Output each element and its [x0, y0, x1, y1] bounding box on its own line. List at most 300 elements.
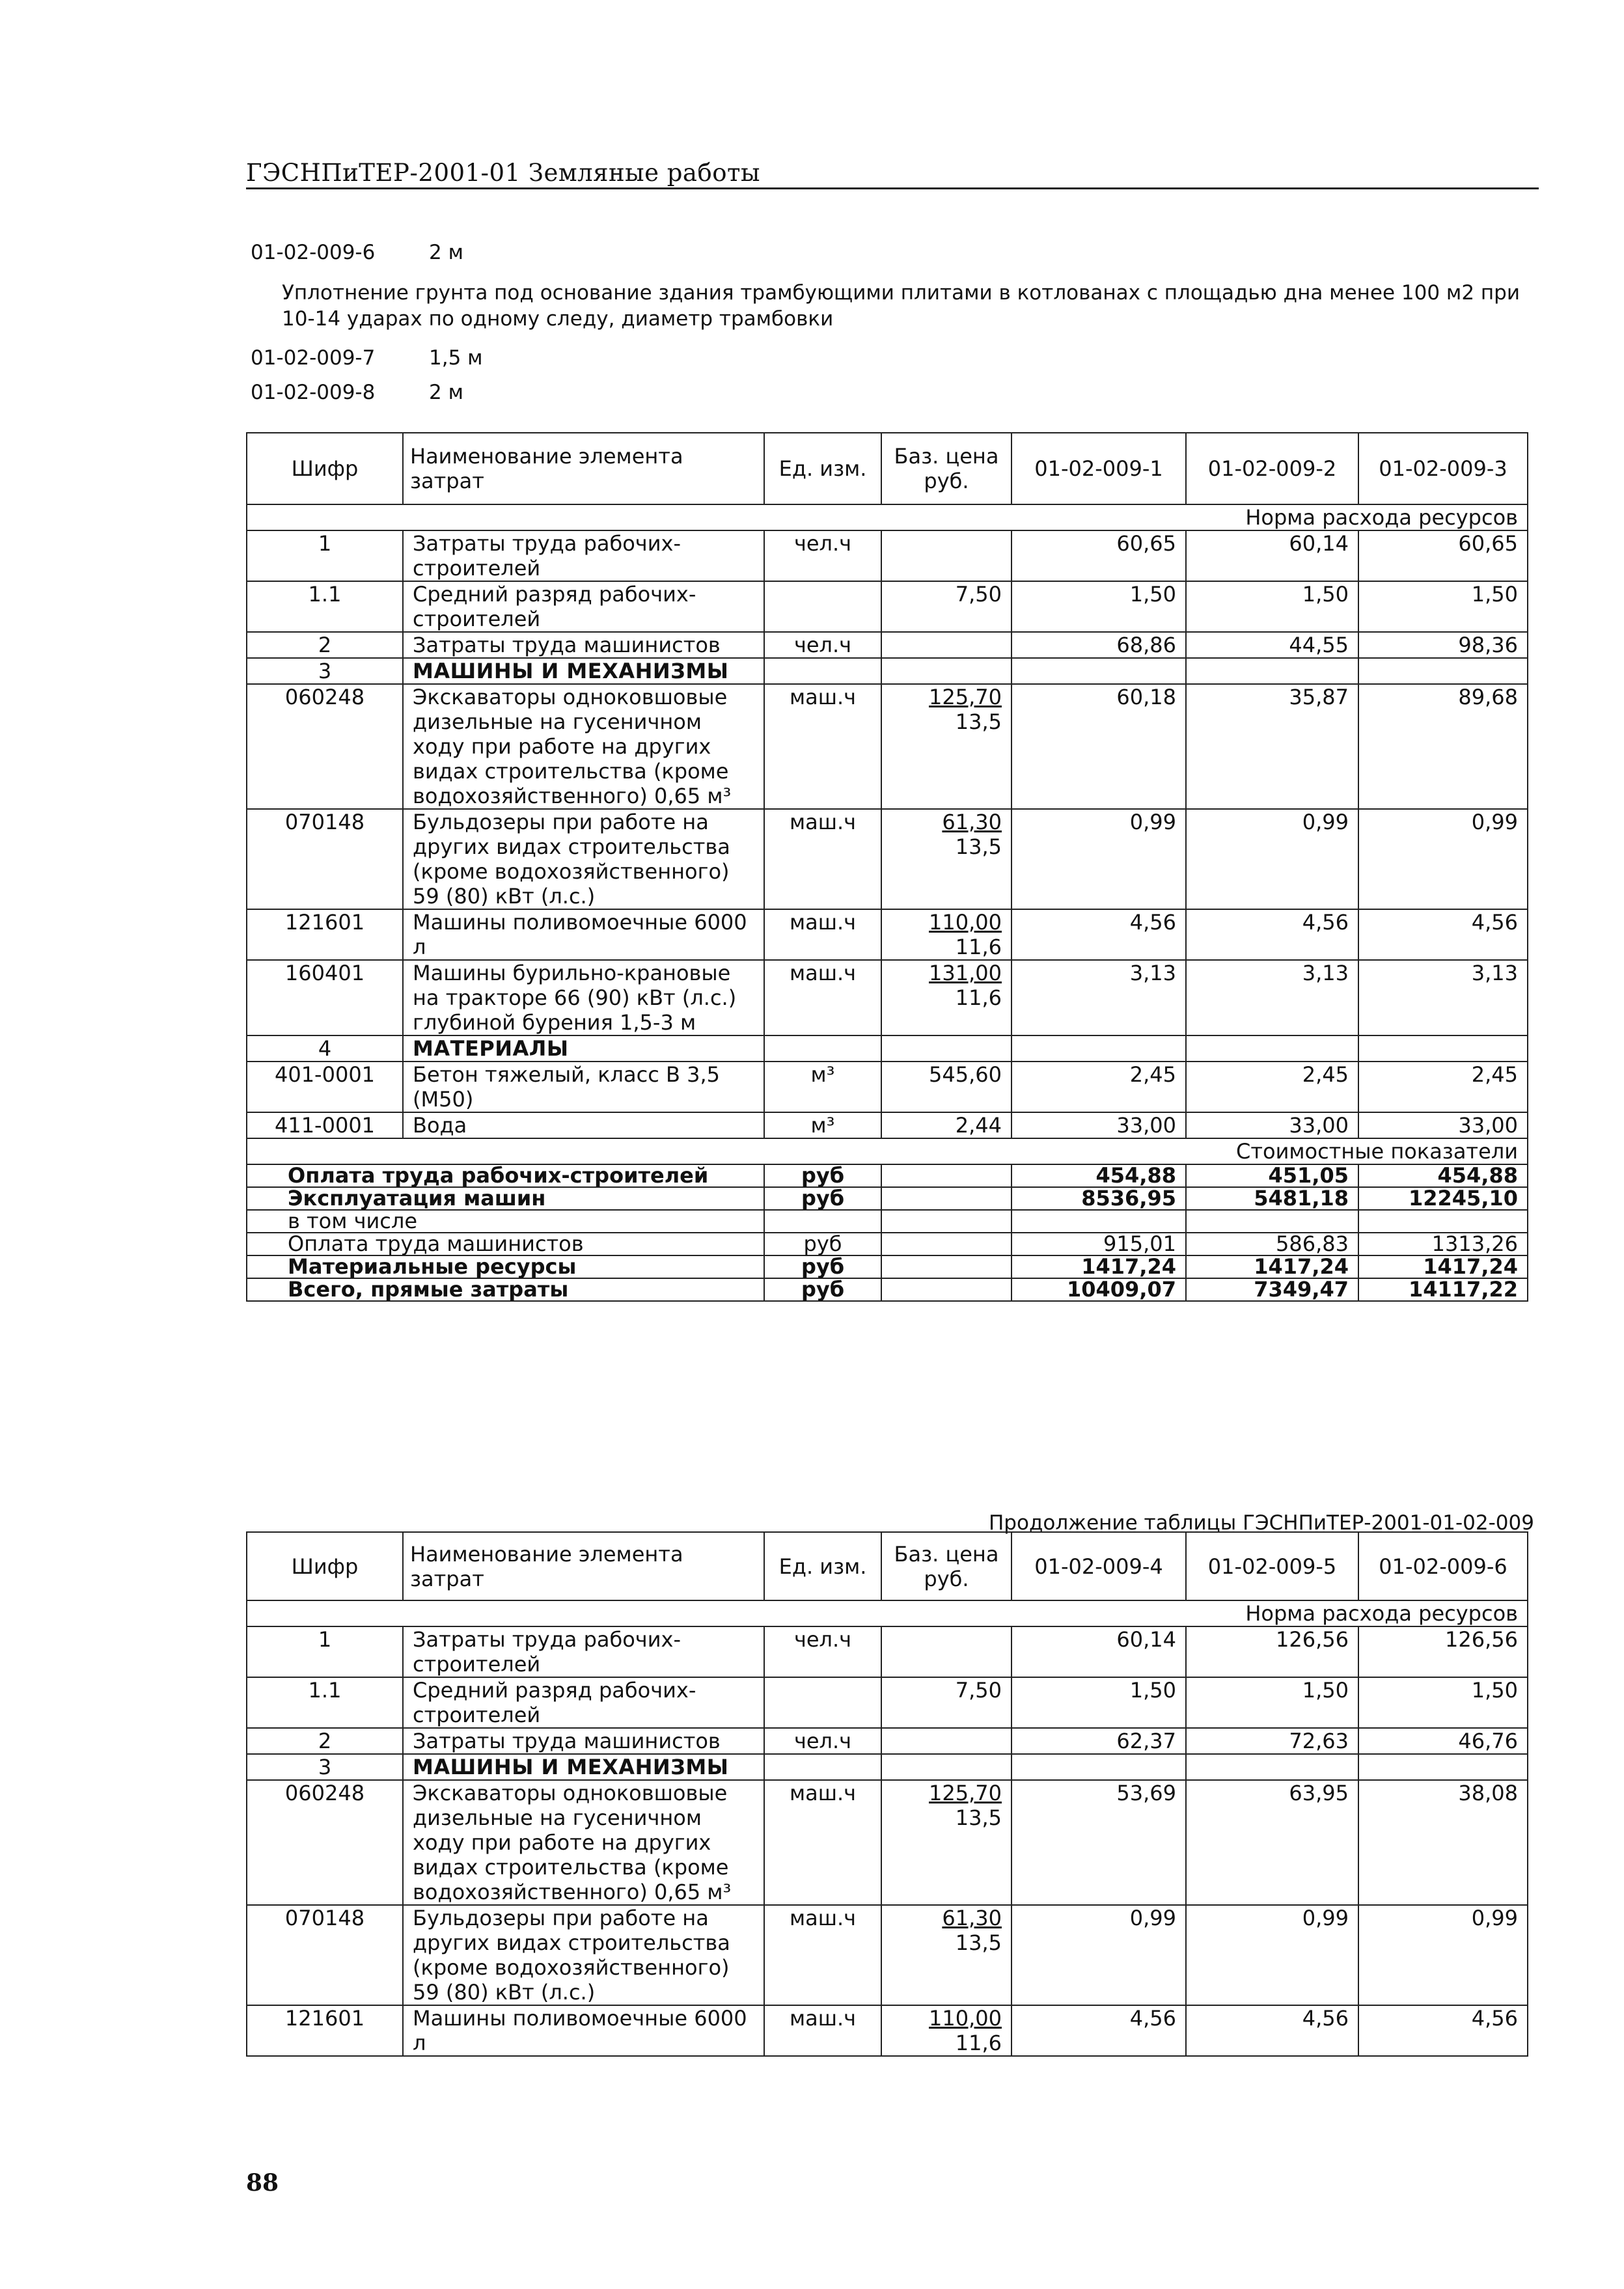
row-unit-text: маш.ч: [789, 910, 857, 935]
row-value-2: [1186, 1677, 1358, 1728]
row-unit-text: чел.ч: [793, 531, 852, 556]
row-code: [247, 530, 403, 581]
row-code-text: 4: [318, 1036, 332, 1061]
intro-size: 2 м: [429, 381, 463, 404]
page-number: 88: [246, 2169, 279, 2197]
row-price-text: 545,60: [929, 1062, 1002, 1087]
table-row: [247, 658, 1528, 684]
row-name: [403, 2005, 764, 2056]
header-col-2: 01-02-009-2: [1186, 433, 1358, 504]
row-code-text: 1.1: [308, 582, 342, 607]
cost-value-3: 12245,10: [1358, 1187, 1528, 1210]
row-unit: [764, 960, 881, 1035]
table-row: [247, 1677, 1528, 1728]
row-name-text: Машины поливомоечные 6000 л: [413, 910, 747, 959]
row-price: [881, 1677, 1012, 1728]
table-row: [247, 809, 1528, 909]
table-row: [247, 1905, 1528, 2005]
row-value-2: [1186, 809, 1358, 909]
row-value-1-text: 60,18: [1116, 685, 1176, 709]
cost-value-2: 5481,18: [1186, 1187, 1358, 1210]
table-row: [247, 909, 1528, 960]
table-row: [247, 1780, 1528, 1905]
row-name-text: Машины бурильно-крановые на тракторе 66 (90) кВт (л.с.) глубиной бурения 1,5-3 м: [413, 961, 737, 1035]
row-code: [247, 1626, 403, 1677]
row-value-2-text: 3,13: [1302, 961, 1349, 985]
row-value-3: [1358, 530, 1528, 581]
row-value-2: [1186, 1062, 1358, 1112]
cost-value-1: 8536,95: [1012, 1187, 1186, 1210]
cost-name: в том числе: [247, 1210, 764, 1233]
row-value-1: [1012, 1754, 1186, 1780]
row-name: [403, 1780, 764, 1905]
row-unit: [764, 1112, 881, 1138]
header-price: Баз. цена руб.: [881, 433, 1012, 504]
row-code-text: 1.1: [308, 1678, 342, 1703]
header-col-3: 01-02-009-3: [1358, 433, 1528, 504]
row-value-3-text: 60,65: [1458, 531, 1518, 556]
row-value-2: [1186, 1626, 1358, 1677]
row-value-1-text: 1,50: [1129, 582, 1176, 607]
row-value-2-text: 0,99: [1302, 810, 1349, 834]
row-price-text: 7,50: [955, 582, 1002, 607]
row-value-3: [1358, 658, 1528, 684]
row-value-3: [1358, 1780, 1528, 1905]
row-value-1: [1012, 1677, 1186, 1728]
cost-price: [881, 1278, 1012, 1301]
table-row: [247, 1626, 1528, 1677]
intro-size: 1,5 м: [429, 346, 483, 370]
row-unit-text: маш.ч: [789, 685, 857, 709]
row-code-text: 1: [318, 1627, 332, 1652]
header-name: Наименование элемента затрат: [403, 1532, 764, 1600]
price-coefficient: 11,6: [955, 935, 1002, 959]
row-value-3: [1358, 909, 1528, 960]
row-value-1-text: 1,50: [1129, 1678, 1176, 1703]
row-unit: [764, 632, 881, 658]
row-value-1-text: 3,13: [1129, 961, 1176, 985]
cost-value-3: 14117,22: [1358, 1278, 1528, 1301]
row-value-3-text: 1,50: [1471, 1678, 1518, 1703]
row-unit-text: чел.ч: [793, 1627, 852, 1652]
row-unit-text: м³: [810, 1113, 835, 1138]
row-value-1-text: 0,99: [1129, 810, 1176, 834]
row-code-text: 121601: [284, 2006, 365, 2031]
row-unit-text: чел.ч: [793, 1729, 852, 1753]
row-price: [881, 1626, 1012, 1677]
row-value-2: [1186, 1780, 1358, 1905]
intro-code: 01-02-009-7: [251, 346, 376, 370]
row-name-text: Затраты труда машинистов: [413, 1729, 721, 1753]
table-row: [247, 632, 1528, 658]
row-price: [881, 1905, 1012, 2005]
row-value-2-text: 126,56: [1276, 1627, 1349, 1652]
row-value-3: [1358, 960, 1528, 1035]
row-price: [881, 960, 1012, 1035]
row-value-2: [1186, 658, 1358, 684]
row-value-2-text: 35,87: [1289, 685, 1349, 709]
row-name: [403, 1112, 764, 1138]
row-name: [403, 1728, 764, 1754]
row-value-1: [1012, 1780, 1186, 1905]
row-value-1-text: 62,37: [1116, 1729, 1176, 1753]
row-value-3-text: 4,56: [1471, 2006, 1518, 2031]
row-value-1: [1012, 1062, 1186, 1112]
row-price: [881, 658, 1012, 684]
cost-value-2: 7349,47: [1186, 1278, 1358, 1301]
cost-value-1: 1417,24: [1012, 1255, 1186, 1278]
row-value-1: [1012, 909, 1186, 960]
row-name: [403, 960, 764, 1035]
row-price: [881, 1754, 1012, 1780]
row-code-text: 070148: [284, 1906, 365, 1930]
row-name-text: Машины поливомоечные 6000 л: [413, 2006, 747, 2055]
row-name-text: Экскаваторы одноковшовые дизельные на гусеничном ходу при работе на других видах строительства (кроме водохозяйственного) 0,65 м³: [413, 1781, 732, 1904]
row-name-text: МАШИНЫ И МЕХАНИЗМЫ: [413, 659, 729, 683]
row-code: [247, 1035, 403, 1062]
running-header: [246, 156, 1539, 189]
cost-price: [881, 1233, 1012, 1255]
row-value-2-text: 60,14: [1289, 531, 1349, 556]
row-name: [403, 658, 764, 684]
row-code-text: 060248: [284, 685, 365, 709]
price-value: 61,30: [942, 810, 1002, 834]
row-name-text: Бетон тяжелый, класс В 3,5 (М50): [413, 1062, 720, 1112]
row-value-1-text: 60,65: [1116, 531, 1176, 556]
row-value-3: [1358, 1754, 1528, 1780]
norm-caption: Норма расхода ресурсов: [247, 504, 1528, 530]
row-unit-text: чел.ч: [793, 633, 852, 657]
row-value-2-text: 44,55: [1289, 633, 1349, 657]
header-price: Баз. цена руб.: [881, 1532, 1012, 1600]
row-code: [247, 960, 403, 1035]
row-name: [403, 684, 764, 809]
header-name: Наименование элемента затрат: [403, 433, 764, 504]
row-name: [403, 809, 764, 909]
row-value-2: [1186, 909, 1358, 960]
row-value-2: [1186, 530, 1358, 581]
row-price-text: 7,50: [955, 1678, 1002, 1703]
cost-row: [247, 1210, 1528, 1233]
row-value-2-text: 4,56: [1302, 910, 1349, 935]
row-name: [403, 1754, 764, 1780]
row-code: [247, 1062, 403, 1112]
table-row: [247, 1728, 1528, 1754]
row-value-1: [1012, 1728, 1186, 1754]
cost-value-3: [1358, 1210, 1528, 1233]
row-value-1: [1012, 530, 1186, 581]
row-price: [881, 1035, 1012, 1062]
continuation-caption: Продолжение таблицы ГЭСНПиТЕР-2001-01-02-009: [989, 1511, 1534, 1535]
row-code: [247, 1905, 403, 2005]
row-unit: [764, 1035, 881, 1062]
row-code-text: 411-0001: [274, 1113, 376, 1138]
row-value-3: [1358, 1035, 1528, 1062]
header-col-3: 01-02-009-6: [1358, 1532, 1528, 1600]
row-value-2-text: 72,63: [1289, 1729, 1349, 1753]
cost-row: [247, 1164, 1528, 1187]
row-code-text: 160401: [284, 961, 365, 985]
row-price: [881, 1728, 1012, 1754]
row-value-1-text: 68,86: [1116, 633, 1176, 657]
row-name: [403, 530, 764, 581]
row-name: [403, 632, 764, 658]
row-value-3-text: 1,50: [1471, 582, 1518, 607]
cost-value-1: [1012, 1210, 1186, 1233]
row-code: [247, 1728, 403, 1754]
row-value-1-text: 0,99: [1129, 1906, 1176, 1930]
cost-name: Материальные ресурсы: [247, 1255, 764, 1278]
row-code: [247, 658, 403, 684]
table-row: [247, 684, 1528, 809]
row-name-text: Затраты труда машинистов: [413, 633, 721, 657]
row-value-3-text: 46,76: [1458, 1729, 1518, 1753]
header-col-2: 01-02-009-5: [1186, 1532, 1358, 1600]
row-value-2: [1186, 1728, 1358, 1754]
header-col-1: 01-02-009-4: [1012, 1532, 1186, 1600]
row-name-text: Средний разряд рабочих-строителей: [413, 1678, 696, 1727]
cost-value-3: 1313,26: [1358, 1233, 1528, 1255]
cost-value-3: 454,88: [1358, 1164, 1528, 1187]
row-value-2-text: 4,56: [1302, 2006, 1349, 2031]
row-code-text: 070148: [284, 810, 365, 834]
row-code-text: 060248: [284, 1781, 365, 1805]
cost-caption: Стоимостные показатели: [247, 1138, 1528, 1164]
row-value-2-text: 1,50: [1302, 1678, 1349, 1703]
cost-price: [881, 1164, 1012, 1187]
row-value-3-text: 2,45: [1471, 1062, 1518, 1087]
row-value-2-text: 33,00: [1289, 1113, 1349, 1138]
table-row: [247, 960, 1528, 1035]
row-value-1: [1012, 2005, 1186, 2056]
cost-value-3: 1417,24: [1358, 1255, 1528, 1278]
norm-caption-row: [247, 504, 1528, 530]
header-code: Шифр: [247, 433, 403, 504]
row-code-text: 2: [318, 633, 332, 657]
row-name: [403, 1677, 764, 1728]
row-value-1: [1012, 960, 1186, 1035]
row-value-1-text: 33,00: [1116, 1113, 1176, 1138]
row-value-1: [1012, 632, 1186, 658]
table-row: [247, 1035, 1528, 1062]
row-value-2: [1186, 684, 1358, 809]
row-value-1: [1012, 1112, 1186, 1138]
cost-row: [247, 1233, 1528, 1255]
cost-caption-row: [247, 1138, 1528, 1164]
row-name-text: Вода: [413, 1113, 467, 1138]
cost-name: Всего, прямые затраты: [247, 1278, 764, 1301]
row-unit: [764, 2005, 881, 2056]
row-code: [247, 632, 403, 658]
row-value-3-text: 3,13: [1471, 961, 1518, 985]
intro-description: Уплотнение грунта под основание здания трамбующими плитами в котлованах с площадью дна менее 100 м2 при 10-14 ударах по одному следу, диаметр трамбовки: [282, 281, 1520, 331]
cost-price: [881, 1187, 1012, 1210]
table-row: [247, 2005, 1528, 2056]
row-value-3-text: 33,00: [1458, 1113, 1518, 1138]
row-name-text: МАТЕРИАЛЫ: [413, 1036, 569, 1061]
row-unit: [764, 1677, 881, 1728]
row-value-2-text: 63,95: [1289, 1781, 1349, 1805]
price-value: 125,70: [929, 1781, 1002, 1805]
table-row: [247, 1062, 1528, 1112]
table-header-row: [247, 1532, 1528, 1600]
table-row: [247, 1112, 1528, 1138]
cost-name: Эксплуатация машин: [247, 1187, 764, 1210]
row-code-text: 2: [318, 1729, 332, 1753]
row-value-3-text: 4,56: [1471, 910, 1518, 935]
row-code: [247, 2005, 403, 2056]
row-value-3: [1358, 1062, 1528, 1112]
cost-row: [247, 1255, 1528, 1278]
row-code: [247, 1780, 403, 1905]
cost-unit: руб: [764, 1255, 881, 1278]
row-unit: [764, 684, 881, 809]
row-value-1: [1012, 1626, 1186, 1677]
row-value-1: [1012, 684, 1186, 809]
resource-table-1: [246, 432, 1528, 1302]
row-value-1-text: 4,56: [1129, 2006, 1176, 2031]
row-code-text: 3: [318, 659, 332, 683]
cost-unit: [764, 1210, 881, 1233]
norm-caption: Норма расхода ресурсов: [247, 1600, 1528, 1626]
row-code-text: 401-0001: [274, 1062, 376, 1087]
header-unit: Ед. изм.: [764, 433, 881, 504]
cost-name: Оплата труда машинистов: [247, 1233, 764, 1255]
price-coefficient: 11,6: [955, 985, 1002, 1010]
row-price: [881, 530, 1012, 581]
row-name-text: Бульдозеры при работе на других видах строительства (кроме водохозяйственного) 59 (80) кВт (л.с.): [413, 1906, 730, 2005]
row-code-text: 3: [318, 1755, 332, 1779]
row-code: [247, 1112, 403, 1138]
row-value-3-text: 126,56: [1445, 1627, 1518, 1652]
price-coefficient: 13,5: [955, 1805, 1002, 1830]
cost-unit: руб: [764, 1164, 881, 1187]
row-name: [403, 1062, 764, 1112]
row-unit-text: маш.ч: [789, 810, 857, 834]
cost-row: [247, 1187, 1528, 1210]
resource-table-2: [246, 1531, 1528, 2057]
row-price: [881, 1062, 1012, 1112]
row-value-2: [1186, 960, 1358, 1035]
row-value-1-text: 53,69: [1116, 1781, 1176, 1805]
row-value-1: [1012, 809, 1186, 909]
table-row: [247, 1754, 1528, 1780]
row-value-3: [1358, 1626, 1528, 1677]
row-name-text: МАШИНЫ И МЕХАНИЗМЫ: [413, 1755, 729, 1779]
row-unit: [764, 909, 881, 960]
cost-price: [881, 1255, 1012, 1278]
row-value-3: [1358, 632, 1528, 658]
row-price: [881, 809, 1012, 909]
row-value-2-text: 1,50: [1302, 582, 1349, 607]
cost-value-2: 586,83: [1186, 1233, 1358, 1255]
row-value-3-text: 98,36: [1458, 633, 1518, 657]
row-name-text: Экскаваторы одноковшовые дизельные на гусеничном ходу при работе на других видах строительства (кроме водохозяйственного) 0,65 м³: [413, 685, 732, 808]
row-unit: [764, 530, 881, 581]
running-header-title: ГЭСНПиТЕР-2001-01 Земляные работы: [246, 159, 760, 187]
header-unit: Ед. изм.: [764, 1532, 881, 1600]
row-unit: [764, 1905, 881, 2005]
intro-size: 2 м: [429, 241, 463, 264]
row-value-1-text: 2,45: [1129, 1062, 1176, 1087]
price-coefficient: 13,5: [955, 709, 1002, 734]
row-value-2-text: 2,45: [1302, 1062, 1349, 1087]
row-value-1: [1012, 1035, 1186, 1062]
row-unit: [764, 1754, 881, 1780]
table-header-row: [247, 433, 1528, 504]
price-coefficient: 11,6: [955, 2031, 1002, 2055]
row-value-1: [1012, 1905, 1186, 2005]
row-name: [403, 1035, 764, 1062]
price-value: 110,00: [929, 2006, 1002, 2031]
row-value-1: [1012, 581, 1186, 632]
row-value-3: [1358, 581, 1528, 632]
row-value-1-text: 4,56: [1129, 910, 1176, 935]
row-code: [247, 1677, 403, 1728]
row-price: [881, 1780, 1012, 1905]
row-code: [247, 1754, 403, 1780]
price-value: 131,00: [929, 961, 1002, 985]
row-unit-text: м³: [810, 1062, 835, 1087]
row-name-text: Затраты труда рабочих-строителей: [413, 531, 681, 581]
row-price: [881, 1112, 1012, 1138]
row-value-2: [1186, 1035, 1358, 1062]
row-value-3: [1358, 1112, 1528, 1138]
row-value-3: [1358, 1728, 1528, 1754]
row-price: [881, 632, 1012, 658]
row-value-3: [1358, 1677, 1528, 1728]
price-coefficient: 13,5: [955, 1930, 1002, 1955]
header-col-1: 01-02-009-1: [1012, 433, 1186, 504]
row-price: [881, 909, 1012, 960]
row-name-text: Затраты труда рабочих-строителей: [413, 1627, 681, 1677]
intro-code: 01-02-009-6: [251, 241, 376, 264]
row-value-2: [1186, 2005, 1358, 2056]
cost-unit: руб: [764, 1278, 881, 1301]
cost-value-2: [1186, 1210, 1358, 1233]
price-coefficient: 13,5: [955, 834, 1002, 859]
table-row: [247, 581, 1528, 632]
row-unit-text: маш.ч: [789, 961, 857, 985]
row-value-2: [1186, 632, 1358, 658]
cost-price: [881, 1210, 1012, 1233]
row-value-3-text: 0,99: [1471, 1906, 1518, 1930]
price-value: 61,30: [942, 1906, 1002, 1930]
row-price-text: 2,44: [955, 1113, 1002, 1138]
cost-value-1: 10409,07: [1012, 1278, 1186, 1301]
header-code: Шифр: [247, 1532, 403, 1600]
row-value-1: [1012, 658, 1186, 684]
row-value-2: [1186, 1754, 1358, 1780]
row-value-3: [1358, 684, 1528, 809]
cost-unit: руб: [764, 1187, 881, 1210]
row-value-3-text: 89,68: [1458, 685, 1518, 709]
row-value-2-text: 0,99: [1302, 1906, 1349, 1930]
cost-value-1: 454,88: [1012, 1164, 1186, 1187]
row-price: [881, 581, 1012, 632]
row-value-2: [1186, 581, 1358, 632]
row-unit-text: маш.ч: [789, 2006, 857, 2031]
row-code: [247, 809, 403, 909]
row-value-3: [1358, 1905, 1528, 2005]
row-name: [403, 1905, 764, 2005]
row-code: [247, 684, 403, 809]
row-unit: [764, 1728, 881, 1754]
cost-value-1: 915,01: [1012, 1233, 1186, 1255]
row-code: [247, 909, 403, 960]
cost-row: [247, 1278, 1528, 1301]
row-price: [881, 684, 1012, 809]
